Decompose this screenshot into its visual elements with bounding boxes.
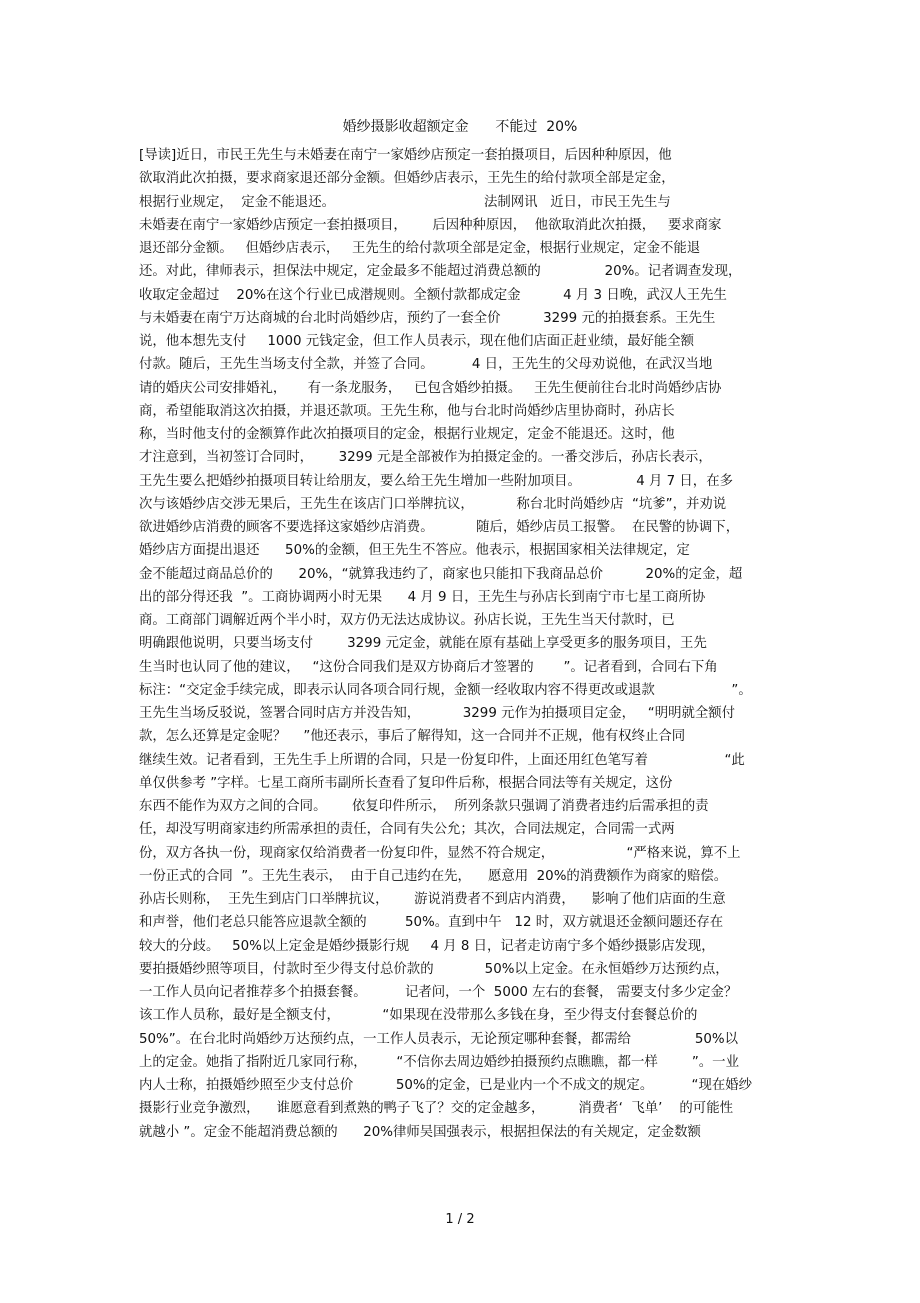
text-line: 摄影行业竞争激烈， 谁愿意看到煮熟的鸭子飞了？交的定金越多， 消费者‘ 飞单’ 的可能性: [139, 1101, 733, 1117]
text-line: 东西不能作为双方之间的合同。 依复印件所示， 所列条款只强调了消费者违约后需承担的责: [139, 799, 709, 814]
text-line: 明确跟他说明，只要当场支付 3299 元定金，就能在原有基础上享受更多的服务项目，王先: [139, 636, 707, 652]
text-line: 和声誉，他们老总只能答应退款全额的 50%。直到中午 12 时，双方就退还金额问题还存在: [139, 915, 724, 931]
text-line: 生当时也认同了他的建议， “这份合同我们是双方协商后才签署的 ”。记者看到，合同右下角: [139, 659, 718, 675]
text-line: 商。工商部门调解近两个半小时，双方仍无法达成协议。孙店长说，王先生当天付款时，已: [139, 613, 675, 628]
text-line: 要拍摄婚纱照等项目，付款时至少得支付总价款的 50%以上定金。在永恒婚纱万达预约点，: [139, 961, 729, 977]
text-line: 欲取消此次拍摄，要求商家退还部分金额。但婚纱店表示，王先生的给付款项全部是定金，: [139, 171, 675, 187]
text-line: 退还部分金额。 但婚纱店表示， 王先生的给付款项全部是定金，根据行业规定，定金不能退: [139, 241, 701, 256]
text-line: 商，希望能取消这次拍摄，并退还款项。王先生称，他与台北时尚婚纱店里协商时，孙店长: [139, 403, 675, 419]
text-line: 金不能超过商品总价的 20%，“就算我违约了，商家也只能扣下我商品总价 20%的定金，超: [139, 566, 743, 582]
text-line: 一份正式的合同 ”。王先生表示， 由于自己违约在先， 愿意用 20%的消费额作为商家的赔偿。: [139, 868, 728, 884]
text-line: 次与该婚纱店交涉无果后，王先生在该店门口举牌抗议， 称台北时尚婚纱店 “坑爹”，并劝说: [139, 496, 727, 512]
text-line: 王先生当场反驳说，签署合同时店方并没告知， 3299 元作为拍摄项目定金， “明明就全额付: [139, 706, 736, 721]
text-line: 50%”。在台北时尚婚纱万达预约点，一工作人员表示，无论预定哪种套餐，都需给 50%以: [139, 1031, 738, 1047]
text-line: 根据行业规定， 定金不能退还。 法制网讯 近日，市民王先生与: [139, 194, 671, 210]
text-line: 继续生效。记者看到，王先生手上所谓的合同，只是一份复印件，上面还用红色笔写着 “此: [139, 752, 745, 768]
text-line: 标注：“交定金手续完成，即表示认同各项合同行规，金额一经收取内容不得更改或退款 ”。: [139, 682, 752, 698]
text-line: 请的婚庆公司安排婚礼， 有一条龙服务， 已包含婚纱拍摄。 王先生便前往台北时尚婚纱店协: [139, 380, 722, 396]
text-line: 王先生要么把婚纱拍摄项目转让给朋友，要么给王先生增加一些附加项目。 4 月 7 日，在多: [139, 473, 733, 489]
text-line: 欲进婚纱店消费的顾客不要选择这家婚纱店消费。 随后，婚纱店员工报警。 在民警的协调下，: [139, 520, 740, 535]
text-line: 份，双方各执一份，现商家仅给消费者一份复印件，显然不符合规定， “严格来说，算不上: [139, 845, 741, 861]
text-line: 单仅供参考 ”字样。七星工商所韦副所长查看了复印件后称，根据合同法等有关规定，这份: [139, 775, 673, 791]
text-line: 称，当时他支付的金额算作此次拍摄项目的定金，根据行业规定，定金不能退还。这时，他: [139, 427, 675, 442]
text-line: 该工作人员称，最好是全额支付， “如果现在没带那么多钱在身，至少得支付套餐总价的: [139, 1008, 698, 1024]
text-line: 较大的分歧。 50%以上定金是婚纱摄影行规 4 月 8 日，记者走访南宁多个婚纱摄影店发现，: [139, 938, 715, 954]
text-line: 上的定金。她指了指附近几家同行称， “不信你去周边婚纱拍摄预约点瞧瞧，都一样 ”。一业: [139, 1054, 739, 1070]
text-line: 就越小 ”。定金不能超消费总额的 20%律师吴国强表示，根据担保法的有关规定，定金数额: [139, 1124, 701, 1140]
text-line: 还。对此，律师表示，担保法中规定，定金最多不能超过消费总额的 20%。记者调查发现，: [139, 264, 742, 280]
text-line: 才注意到，当初签订合同时， 3299 元是全部被作为拍摄定金的。一番交涉后，孙店长表示，: [139, 450, 712, 466]
text-line: 付款。随后，王先生当场支付全款，并签了合同。 4 日，王先生的父母劝说他，在武汉当地: [139, 357, 713, 373]
text-line: 婚纱店方面提出退还 50%的金额，但王先生不答应。他表示，根据国家相关法律规定，定: [139, 543, 690, 559]
text-line: 任，却没写明商家违约所需承担的责任，合同有失公允；其次，合同法规定，合同需一式两: [139, 822, 675, 838]
text-line: 内人士称，拍摄婚纱照至少支付总价 50%的定金，已是业内一个不成文的规定。 “现在婚纱: [139, 1078, 753, 1093]
text-line: 收取定金超过 20%在这个行业已成潜规则。全额付款都成定金 4 月 3 日晚，武汉人王先生: [139, 287, 727, 303]
page-number: 1 / 2: [445, 1212, 475, 1227]
text-line: 未婚妻在南宁一家婚纱店预定一套拍摄项目， 后因种种原因， 他欲取消此次拍摄， 要求商家: [139, 217, 722, 233]
article-body: [139, 144, 787, 1144]
text-line: 款，怎么还算是定金呢？ ”他还表示，事后了解得知，这一合同并不正规，他有权终止合同: [139, 729, 686, 745]
document-title: 婚纱摄影收超额定金 不能过 20%: [342, 119, 578, 135]
text-line: 一工作人员向记者推荐多个拍摄套餐。 记者问，一个 5000 左右的套餐， 需要支付多少定金？: [139, 985, 738, 1000]
text-line: 出的部分得还我 ”。工商协调两小时无果 4 月 9 日，王先生与孙店长到南宁市七星工商所协: [139, 589, 706, 605]
text-line: 与未婚妻在南宁万达商城的台北时尚婚纱店，预约了一套全价 3299 元的拍摄套系。王先生: [139, 310, 716, 326]
text-line: 说，他本想先支付 1000 元钱定金，但工作人员表示，现在他们店面正赶业绩，最好能全额: [139, 334, 695, 349]
text-line: [导读]近日，市民王先生与未婚妻在南宁一家婚纱店预定一套拍摄项目，后因种种原因，他: [139, 148, 672, 163]
text-line: 孙店长则称， 王先生到店门口举牌抗议， 游说消费者不到店内消费， 影响了他们店面的生意: [139, 892, 726, 907]
